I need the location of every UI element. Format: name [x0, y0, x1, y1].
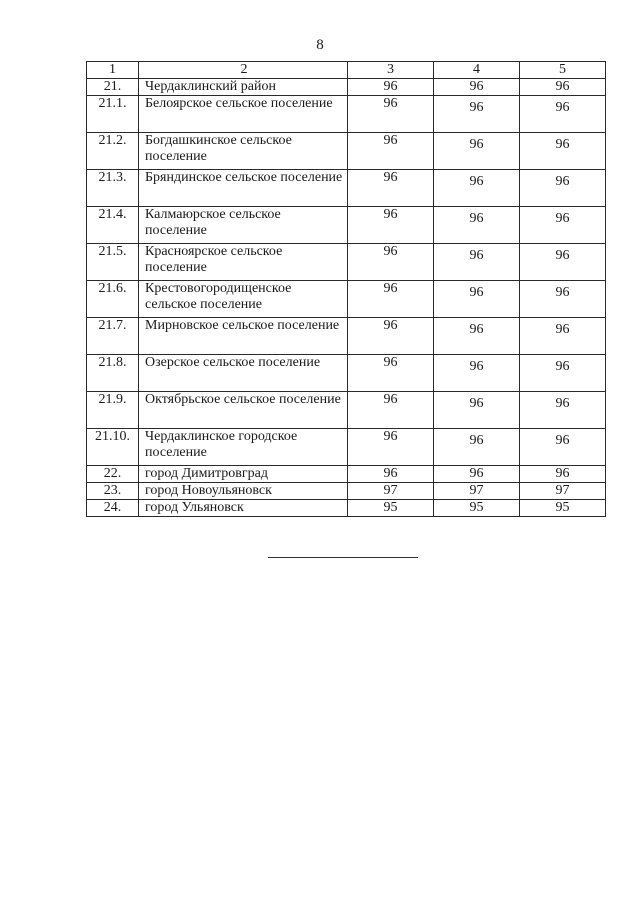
- row-col4-cell: 96: [434, 170, 520, 207]
- row-col3-cell: 96: [348, 466, 434, 483]
- page-number: 8: [316, 37, 324, 53]
- row-name-cell: Бряндинское сельское поселение: [139, 170, 348, 207]
- row-col4-cell: 96: [434, 392, 520, 429]
- row-number-cell: 22.: [87, 466, 139, 483]
- table-row: [87, 133, 606, 170]
- row-col5-cell: 96: [520, 79, 606, 96]
- row-col5-cell: 95: [520, 500, 606, 517]
- row-name-cell: город Ульяновск: [139, 500, 348, 517]
- row-col5-cell: 96: [520, 355, 606, 392]
- row-col5-cell: 96: [520, 133, 606, 170]
- header-cell-1: 1: [87, 62, 139, 79]
- row-col5-cell: 97: [520, 483, 606, 500]
- row-col4-cell: 96: [434, 244, 520, 281]
- table-row: [87, 466, 606, 483]
- row-name-cell: Белоярское сельское поселение: [139, 96, 348, 133]
- row-col5-cell: 96: [520, 318, 606, 355]
- table-header-row: [87, 62, 606, 79]
- table-body: [87, 62, 606, 517]
- row-col5-cell: 96: [520, 466, 606, 483]
- row-number-cell: 24.: [87, 500, 139, 517]
- row-name-cell: Калмаюрское сельское поселение: [139, 207, 348, 244]
- row-col4-cell: 96: [434, 281, 520, 318]
- row-col3-cell: 96: [348, 79, 434, 96]
- row-col4-cell: 96: [434, 133, 520, 170]
- row-col3-cell: 96: [348, 355, 434, 392]
- table-row: [87, 244, 606, 281]
- row-name-cell: Богдашкинское сельское поселение: [139, 133, 348, 170]
- row-number-cell: 21.5.: [87, 244, 139, 281]
- row-col4-cell: 95: [434, 500, 520, 517]
- row-col3-cell: 96: [348, 429, 434, 466]
- row-name-cell: Октябрьское сельское поселение: [139, 392, 348, 429]
- row-number-cell: 21.4.: [87, 207, 139, 244]
- table-row: [87, 170, 606, 207]
- header-cell-4: 4: [434, 62, 520, 79]
- table-row: [87, 483, 606, 500]
- row-col5-cell: 96: [520, 429, 606, 466]
- row-col3-cell: 96: [348, 244, 434, 281]
- data-table: [86, 61, 606, 517]
- row-col5-cell: 96: [520, 96, 606, 133]
- row-number-cell: 21.2.: [87, 133, 139, 170]
- row-number-cell: 21.8.: [87, 355, 139, 392]
- table-row: [87, 429, 606, 466]
- row-name-cell: Крестовогородищенское сельское поселение: [139, 281, 348, 318]
- row-col3-cell: 97: [348, 483, 434, 500]
- row-col4-cell: 96: [434, 318, 520, 355]
- table-row: [87, 500, 606, 517]
- row-col3-cell: 96: [348, 133, 434, 170]
- row-name-cell: город Новоульяновск: [139, 483, 348, 500]
- row-col3-cell: 95: [348, 500, 434, 517]
- row-number-cell: 21.: [87, 79, 139, 96]
- row-col4-cell: 96: [434, 207, 520, 244]
- row-col4-cell: 96: [434, 466, 520, 483]
- row-number-cell: 23.: [87, 483, 139, 500]
- table-row: [87, 318, 606, 355]
- row-name-cell: Красноярское сельское поселение: [139, 244, 348, 281]
- row-col4-cell: 97: [434, 483, 520, 500]
- row-col5-cell: 96: [520, 281, 606, 318]
- row-number-cell: 21.3.: [87, 170, 139, 207]
- table-row: [87, 355, 606, 392]
- table-row: [87, 392, 606, 429]
- row-col4-cell: 96: [434, 79, 520, 96]
- row-col5-cell: 96: [520, 244, 606, 281]
- row-col5-cell: 96: [520, 170, 606, 207]
- signature-line: [268, 557, 418, 558]
- row-name-cell: Чердаклинский район: [139, 79, 348, 96]
- row-number-cell: 21.7.: [87, 318, 139, 355]
- row-number-cell: 21.9.: [87, 392, 139, 429]
- row-col3-cell: 96: [348, 318, 434, 355]
- row-col3-cell: 96: [348, 281, 434, 318]
- header-cell-5: 5: [520, 62, 606, 79]
- row-number-cell: 21.1.: [87, 96, 139, 133]
- header-cell-3: 3: [348, 62, 434, 79]
- row-col4-cell: 96: [434, 355, 520, 392]
- row-col5-cell: 96: [520, 392, 606, 429]
- table-row: [87, 281, 606, 318]
- table-row: [87, 79, 606, 96]
- row-name-cell: Чердаклинское городское поселение: [139, 429, 348, 466]
- row-name-cell: Озерское сельское поселение: [139, 355, 348, 392]
- row-name-cell: Мирновское сельское поселение: [139, 318, 348, 355]
- row-col3-cell: 96: [348, 392, 434, 429]
- row-number-cell: 21.6.: [87, 281, 139, 318]
- row-col3-cell: 96: [348, 207, 434, 244]
- header-cell-2: 2: [139, 62, 348, 79]
- row-col3-cell: 96: [348, 170, 434, 207]
- row-col4-cell: 96: [434, 429, 520, 466]
- row-col5-cell: 96: [520, 207, 606, 244]
- row-col3-cell: 96: [348, 96, 434, 133]
- row-name-cell: город Димитровград: [139, 466, 348, 483]
- table-row: [87, 207, 606, 244]
- table-row: [87, 96, 606, 133]
- row-col4-cell: 96: [434, 96, 520, 133]
- row-number-cell: 21.10.: [87, 429, 139, 466]
